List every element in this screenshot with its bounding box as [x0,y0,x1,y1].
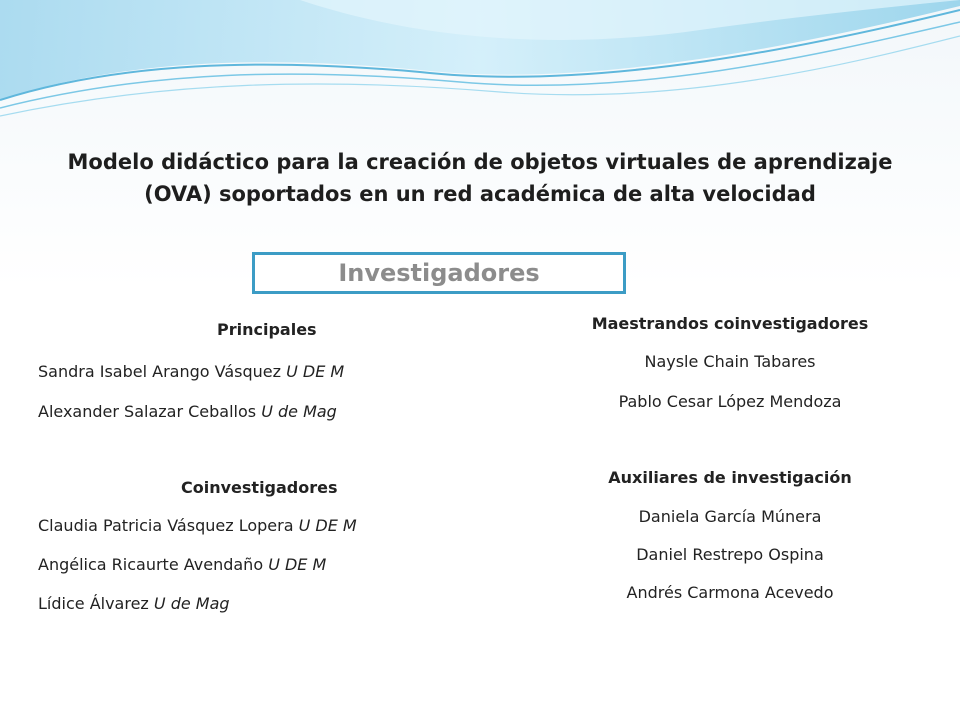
auxiliar-person: Daniel Restrepo Ospina [636,545,824,564]
title-line-2: (OVA) soportados en un red académica de alta velocidad [144,182,816,206]
maestrando-person: Naysle Chain Tabares [644,352,816,371]
auxiliares-heading: Auxiliares de investigación [608,468,852,487]
principal-person [38,362,344,381]
coinvestigador-person [38,555,326,574]
auxiliar-person: Daniela García Múnera [638,507,822,526]
auxiliar-person: Andrés Carmona Acevedo [626,583,834,602]
decorative-wave [0,0,960,130]
person-institution: U de Mag [153,594,230,613]
title-line-1: Modelo didáctico para la creación de objetos virtuales de aprendizaje [67,150,893,174]
investigadores-badge: Investigadores [252,252,626,294]
coinvestigador-person [38,594,230,613]
person-institution: U DE M [298,516,357,535]
person-name: Lídice Álvarez [38,594,154,613]
person-name: Sandra Isabel Arango Vásquez [38,362,287,381]
person-name: Claudia Patricia Vásquez Lopera [38,516,299,535]
person-name: Angélica Ricaurte Avendaño [38,555,269,574]
coinvestigador-person [38,516,357,535]
person-institution: U DE M [286,362,345,381]
page-title [0,146,960,210]
maestrandos-heading: Maestrandos coinvestigadores [591,314,869,333]
person-institution: U de Mag [261,402,337,421]
maestrando-person: Pablo Cesar López Mendoza [618,392,842,411]
person-institution: U DE M [268,555,327,574]
principales-heading: Principales [217,320,317,339]
coinvestigadores-heading: Coinvestigadores [181,478,338,497]
principal-person [38,402,337,421]
person-name: Alexander Salazar Ceballos [38,402,262,421]
